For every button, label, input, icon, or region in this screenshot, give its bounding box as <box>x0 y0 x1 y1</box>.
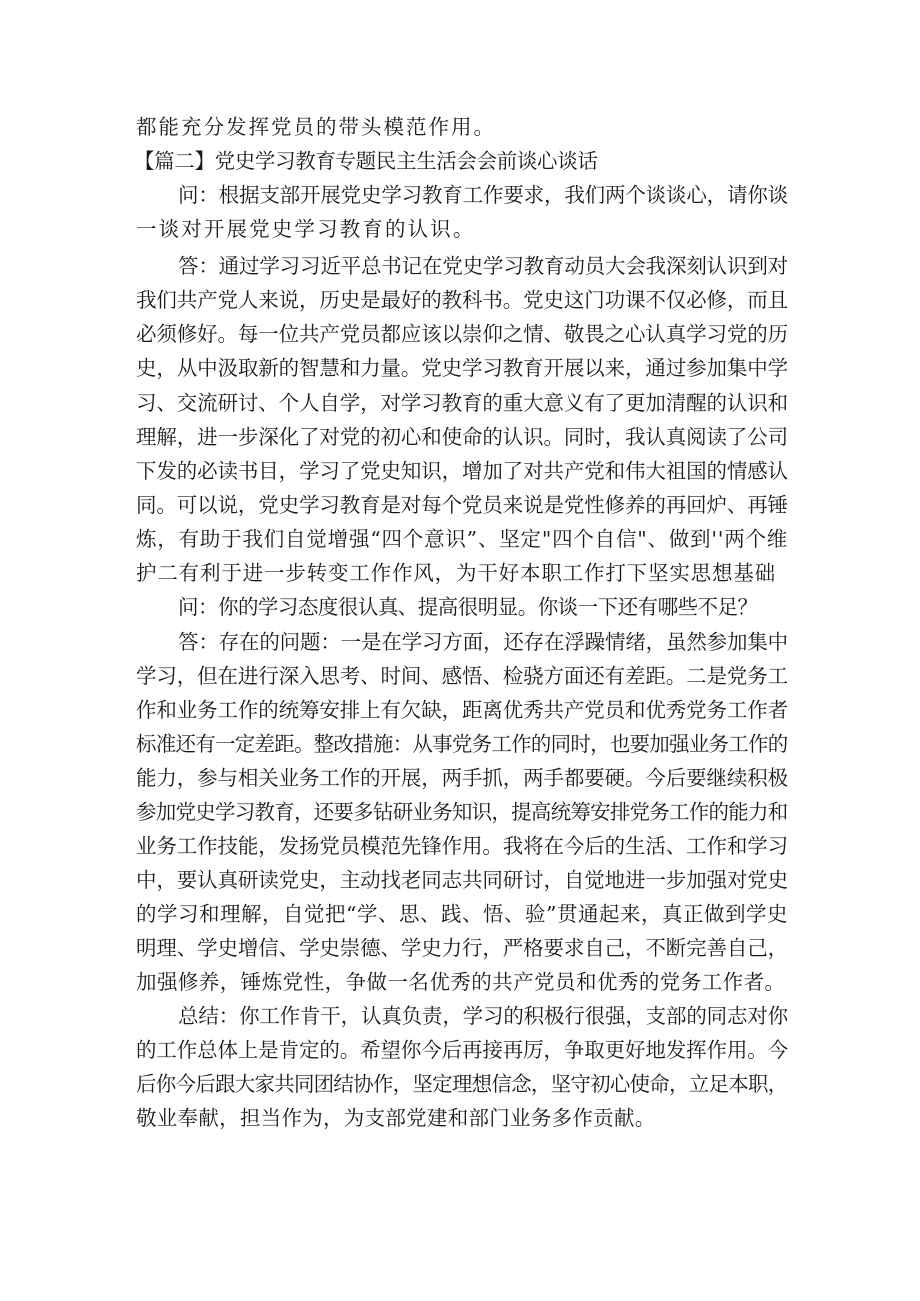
text-line: 必须修好。每一位共产党员都应该以崇仰之情、敬畏之心认真学习党的历 <box>136 322 788 346</box>
text-line: 参加党史学习教育，还要多钻研业务知识，提高统筹安排党务工作的能力和 <box>136 800 788 824</box>
text-line: 的学习和理解，自觉把“学、思、践、悟、验”贯通起来，真正做到学史 <box>136 902 788 926</box>
text-line: 下发的必读书目，学习了党史知识，增加了对共产党和伟大祖国的情感认 <box>136 459 788 483</box>
text-line: 后你今后跟大家共同团结协作，坚定理想信念，坚守初心使命，立足本职， <box>136 1072 788 1096</box>
text-line: 习、交流研讨、个人自学，对学习教育的重大意义有了更加清醒的认识和 <box>136 391 788 415</box>
summary-line: 总结：你工作肯干，认真负责，学习的积极行很强，支部的同志对你 <box>178 1004 788 1028</box>
text-line: 炼，有助于我们自觉增强“四个意识”、坚定"四个自信"、做到''两个维 <box>136 527 789 551</box>
text-line: 中，要认真研读党史，主动找老同志共同研讨，自觉地进一步加强对党史 <box>136 868 788 892</box>
question-line: 问：你的学习态度很认真、提高很明显。你谈一下还有哪些不足？ <box>178 595 758 619</box>
text-line: 标准还有一定差距。整改措施：从事党务工作的同时，也要加强业务工作的 <box>136 732 788 756</box>
text-line: 的工作总体上是肯定的。希望你今后再接再厉，争取更好地发挥作用。今 <box>136 1038 788 1062</box>
question-line: 问：根据支部开展党史学习教育工作要求，我们两个谈谈心，请你谈 <box>178 183 788 207</box>
text-line: 护二有利于进一步转变工作作风，为干好本职工作打下坚实思想基础 <box>136 561 776 585</box>
text-line: 敬业奉献，担当作为，为支部党建和部门业务多作贡献。 <box>136 1106 656 1130</box>
text-line: 能力，参与相关业务工作的开展，两手抓，两手都要硬。今后要继续积极 <box>136 766 788 790</box>
section-heading: 【篇二】党史学习教育专题民主生活会会前谈心谈话 <box>134 149 598 173</box>
answer-line: 答：通过学习习近平总书记在党史学习教育动员大会我深刻认识到对 <box>178 254 788 278</box>
text-line: 加强修养，锤炼党性，争做一名优秀的共产党员和优秀的党务工作者。 <box>136 970 786 994</box>
text-line: 一谈对开展党史学习教育的认识。 <box>136 217 476 241</box>
answer-line: 答：存在的问题：一是在学习方面，还存在浮躁情绪，虽然参加集中 <box>178 630 788 654</box>
text-line: 明理、学史增信、学史崇德、学史力行，严格要求自己，不断完善自己， <box>136 936 788 960</box>
text-line: 学习，但在进行深入思考、时间、感悟、检骁方面还有差距。二是党务工 <box>136 664 788 688</box>
text-line: 理解，进一步深化了对党的初心和使命的认识。同时，我认真阅读了公司 <box>136 425 788 449</box>
text-line: 同。可以说，党史学习教育是对每个党员来说是党性修养的再回炉、再锤 <box>136 493 788 517</box>
text-line: 我们共产党人来说，历史是最好的教科书。党史这门功课不仅必修，而且 <box>136 288 788 312</box>
text-line: 作和业务工作的统筹安排上有欠缺，距离优秀共产党员和优秀党务工作者 <box>136 698 788 722</box>
text-line: 都能充分发挥党员的带头模范作用。 <box>136 115 496 139</box>
text-line: 业务工作技能，发扬党员模范先锋作用。我将在今后的生活、工作和学习 <box>136 834 788 858</box>
text-line: 史，从中汲取新的智慧和力量。党史学习教育开展以来，通过参加集中学 <box>136 356 788 380</box>
